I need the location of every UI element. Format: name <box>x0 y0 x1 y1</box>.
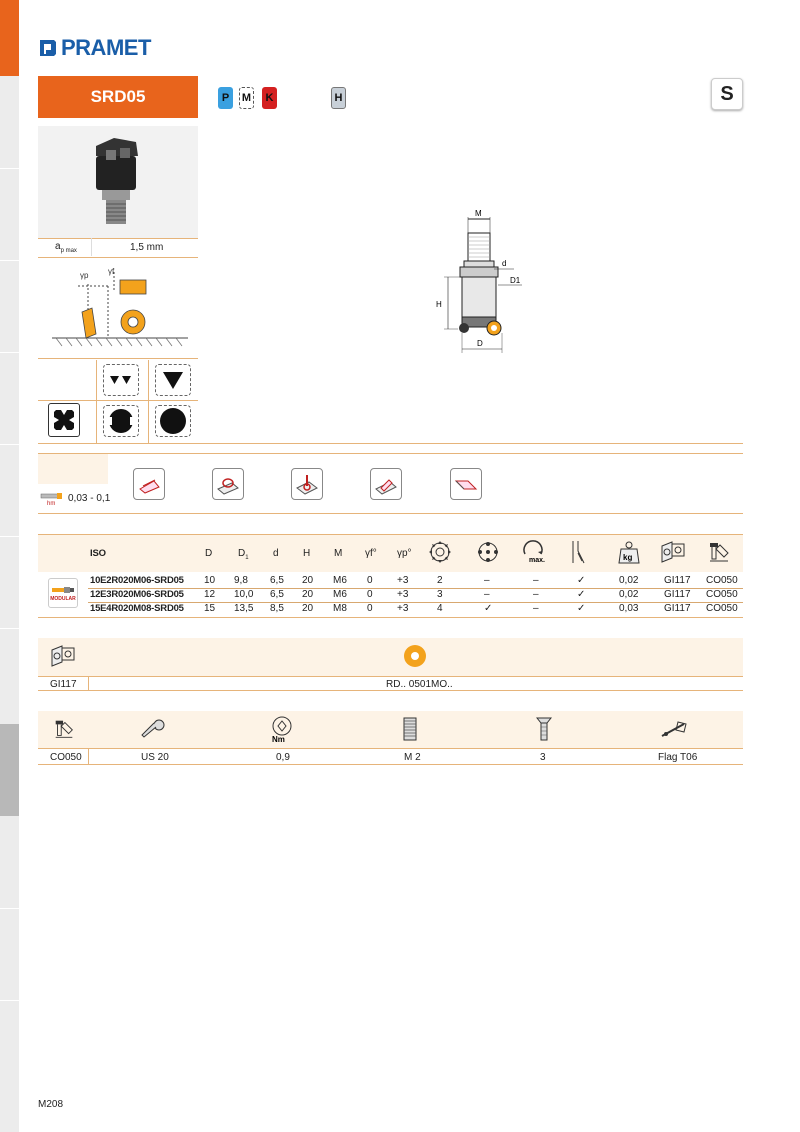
dim-h-label: H <box>436 300 442 309</box>
table-cell-d: 6,5 <box>270 589 284 600</box>
table-cell-iso: 10E2R020M06-SRD05 <box>90 575 184 586</box>
col-m: M <box>334 548 343 559</box>
col-d1: $D_1$ <box>238 548 249 561</box>
col-d: d <box>273 548 279 559</box>
round-insert-shim-icon <box>403 644 427 671</box>
table-cell-coolant: – <box>484 575 490 586</box>
table-cell-screw: CO050 <box>706 603 738 614</box>
round-insert-icon <box>155 405 191 437</box>
insert-icon <box>660 540 686 567</box>
gamma-f-label: γf <box>108 267 115 276</box>
dim-m-label: M <box>475 209 482 218</box>
product-title: SRD05 <box>38 76 198 118</box>
table-cell-D1: 9,8 <box>234 575 248 586</box>
cutting-angle-diagram <box>38 262 198 354</box>
table-cell-M: M8 <box>333 603 347 614</box>
table-cell-ramp: ✓ <box>577 575 586 586</box>
table-cell-insert: GI117 <box>664 589 691 600</box>
insert-table-header <box>38 638 743 676</box>
table-cell-gf: 0 <box>367 589 373 600</box>
svg-text:kg: kg <box>623 553 633 562</box>
table-cell-d: 8,5 <box>270 603 284 614</box>
table-cell-gf: 0 <box>367 575 373 586</box>
ramping-icon <box>450 468 482 500</box>
col-h: H <box>303 548 311 559</box>
col-gamma-f: γf° <box>365 548 377 559</box>
double-triangle-icon <box>103 364 139 396</box>
pramet-logo <box>38 36 151 60</box>
side-divider <box>0 352 19 353</box>
table-cell-gp: +3 <box>397 575 409 586</box>
table-cell-coolant: – <box>484 589 490 600</box>
dim-d-label: d <box>502 259 507 268</box>
table-cell-D: 10 <box>204 575 216 586</box>
logo-text: PRAMET <box>61 35 151 60</box>
table-cell-M: M6 <box>333 575 347 586</box>
screw-code: CO050 <box>50 752 82 763</box>
hm-chip-icon <box>40 490 64 506</box>
side-divider <box>0 536 19 537</box>
feed-cell <box>40 490 110 506</box>
table-cell-gp: +3 <box>397 589 409 600</box>
torx-key-icon <box>660 718 690 743</box>
screw-length-icon <box>536 716 552 745</box>
table-cell-coolant: ✓ <box>484 603 493 614</box>
table-cell-d: 6,5 <box>270 575 284 586</box>
screw-icon <box>706 539 732 568</box>
gamma-p-label: γp <box>80 271 89 280</box>
table-cell-maxrpm: – <box>533 603 539 614</box>
insert-code: GI117 <box>50 679 77 690</box>
modular-icon: MODULAR <box>48 578 78 608</box>
thread-icon <box>402 716 418 745</box>
side-divider <box>0 260 19 261</box>
side-divider <box>0 908 19 909</box>
screw-type: US 20 <box>141 752 169 763</box>
plunging-icon <box>291 468 323 500</box>
dim-d-big-label: D <box>477 339 483 348</box>
table-cell-iso: 15E4R020M08-SRD05 <box>90 603 184 614</box>
side-index-section <box>0 724 19 816</box>
table-cell-D1: 10,0 <box>234 589 254 600</box>
feed-header-cell <box>38 454 108 484</box>
table-cell-kg: 0,02 <box>619 575 639 586</box>
clamping-cross-icon <box>48 403 80 437</box>
side-divider <box>0 628 19 629</box>
table-cell-screw: CO050 <box>706 575 738 586</box>
col-d-big: D <box>205 548 213 559</box>
tool-dimension-drawing <box>430 205 540 355</box>
table-cell-insert: GI117 <box>664 603 691 614</box>
weight-icon <box>618 540 640 567</box>
teeth-count-icon <box>428 540 452 567</box>
ramping-angle-icon <box>570 539 588 568</box>
table-cell-H: 20 <box>302 603 314 614</box>
screw-key: Flag T06 <box>658 752 698 763</box>
table-cell-z: 3 <box>437 589 443 600</box>
side-divider <box>0 1000 19 1001</box>
table-cell-screw: CO050 <box>706 589 738 600</box>
table-cell-D1: 13,5 <box>234 603 254 614</box>
table-cell-ramp: ✓ <box>577 589 586 600</box>
screw-thread: M 2 <box>404 752 421 763</box>
table-cell-H: 20 <box>302 575 314 586</box>
table-cell-H: 20 <box>302 589 314 600</box>
copy-milling-icon <box>212 468 244 500</box>
material-badge-m: M <box>239 87 254 109</box>
svg-text:max.: max. <box>529 557 545 564</box>
table-cell-iso: 12E3R020M06-SRD05 <box>90 589 184 600</box>
section-badge: S <box>711 78 743 110</box>
material-badge-h: H <box>331 87 346 109</box>
table-cell-D: 12 <box>204 589 216 600</box>
internal-coolant-icon <box>476 540 500 567</box>
table-cell-z: 4 <box>437 603 443 614</box>
product-photo <box>38 126 198 238</box>
torx-screw-icon <box>140 718 166 743</box>
ap-max-label: $a_{p max}$ <box>55 241 77 254</box>
max-rpm-icon <box>521 540 549 567</box>
table-cell-D: 15 <box>204 603 216 614</box>
table-cell-gp: +3 <box>397 603 409 614</box>
side-divider <box>0 168 19 169</box>
table-cell-insert: GI117 <box>664 575 691 586</box>
material-badge-p: P <box>218 87 233 109</box>
col-gamma-p: γp° <box>397 548 412 559</box>
side-index-active-top <box>0 0 19 76</box>
torque-icon <box>268 714 296 747</box>
feed-value: 0,03 - 0,1 <box>68 492 111 504</box>
table-cell-maxrpm: – <box>533 589 539 600</box>
insert-icon <box>50 643 76 672</box>
material-badge-k: K <box>262 87 277 109</box>
face-milling-icon <box>133 468 165 500</box>
table-cell-M: M6 <box>333 589 347 600</box>
side-index-strip <box>0 0 19 1132</box>
slot-milling-icon <box>370 468 402 500</box>
dim-d1-label: D1 <box>510 276 521 285</box>
screw-size: 3 <box>540 752 546 763</box>
table-cell-ramp: ✓ <box>577 603 586 614</box>
round-notched-icon <box>103 405 139 437</box>
logo-mark-icon <box>38 38 58 58</box>
triangle-icon <box>155 364 191 396</box>
screw-torque: 0,9 <box>276 752 290 763</box>
col-iso: ISO <box>90 548 106 559</box>
page-number: M208 <box>38 1099 64 1110</box>
table-cell-kg: 0,02 <box>619 589 639 600</box>
svg-text:hm: hm <box>47 501 56 506</box>
insert-designation: RD.. 0501MO.. <box>386 679 453 690</box>
table-cell-z: 2 <box>437 575 443 586</box>
table-cell-gf: 0 <box>367 603 373 614</box>
table-cell-maxrpm: – <box>533 575 539 586</box>
svg-text:Nm: Nm <box>272 735 285 744</box>
ap-max-value: 1,5 mm <box>130 242 164 253</box>
table-cell-kg: 0,03 <box>619 603 639 614</box>
screw-spare-icon <box>52 716 76 745</box>
side-divider <box>0 444 19 445</box>
